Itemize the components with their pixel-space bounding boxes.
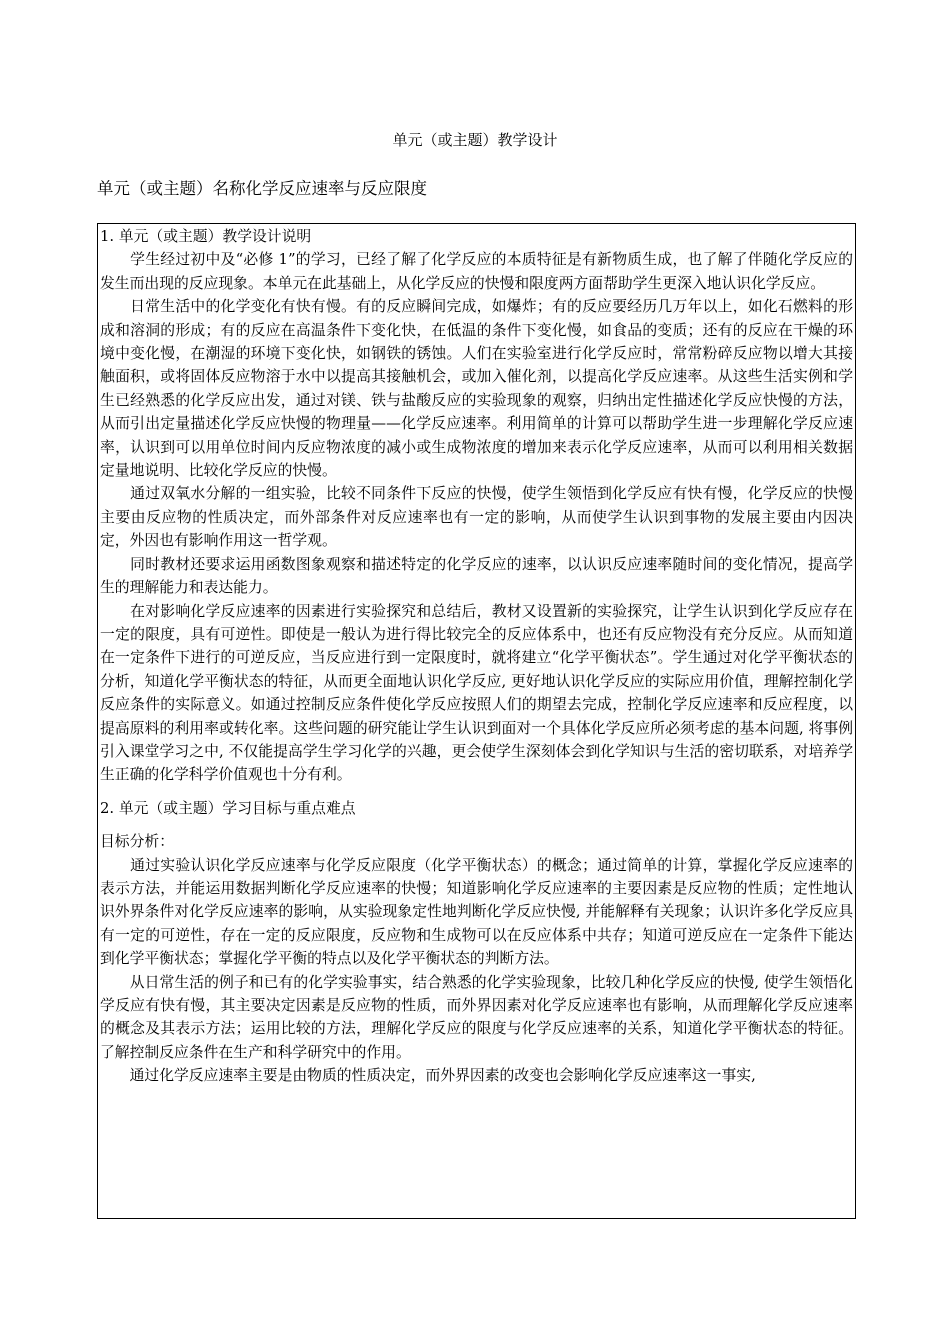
objective-analysis-label: 目标分析： xyxy=(100,833,174,851)
section-1-paragraph: 日常生活中的化学变化有快有慢。有的反应瞬间完成，如爆炸；有的反应要经历几万年以上，如化石燃料的形成和溶洞的形成；有的反应在高温条件下变化快，在低温的条件下变化慢，如食品的变质；还有的反应在干燥的环境中变化慢，在潮湿的环境下变化快，如钢铁的锈蚀。人们在实验室进行化学反应时，常常粉碎反应物以增大其接触面积，或将固体反应物溶于水中以提高其接触机会，或加入催化剂，以提高化学反应速率。从这些生活实例和学生已经熟悉的化学反应出发，通过对镁、铁与盐酸反应的实验现象的观察，归纳出定性描述化学反应快慢的方法，从而引出定量描述化学反应快慢的物理量——化学反应速率。利用简单的计算可以帮助学生进一步理解化学反应速率，认识到可以用单位时间内反应物浓度的减小或生成物浓度的增加来表示化学反应速率，从而可以利用相关数据定量地说明、比较化学反应的快慢。 xyxy=(100,298,853,480)
page-title: 单元（或主题）教学设计 xyxy=(392,131,558,149)
section-1-paragraph: 学生经过初中及“必修 1”的学习，已经了解了化学反应的本质特征是有新物质生成，也了解了伴随化学反应的发生而出现的反应现象。本单元在此基础上，从化学反应的快慢和限度两方面帮助学生更深入地认识化学反应。 xyxy=(100,251,853,292)
section-2-paragraph: 从日常生活的例子和已有的化学实验事实，结合熟悉的化学实验现象，比较几种化学反应的快慢, 使学生领悟化学反应有快有慢，其主要决定因素是反应物的性质，而外界因素对化学反应速率也有影响，从而理解化学反应速率的概念及其表示方法；运用比较的方法，理解化学反应的限度与化学反应速率的关系，知道化学平衡状态的特征。了解控制反应条件在生产和科学研究中的作用。 xyxy=(100,973,853,1061)
spacer xyxy=(100,820,853,829)
spacer xyxy=(100,787,853,796)
section-2-heading: 2. 单元（或主题）学习目标与重点难点 xyxy=(100,799,356,817)
section-1-heading: 1. 单元（或主题）教学设计说明 xyxy=(100,228,312,245)
section-1-paragraph: 通过双氧水分解的一组实验，比较不同条件下反应的快慢，使学生领悟到化学反应有快有慢，化学反应的快慢主要由反应物的性质决定，而外部条件对反应速率也有一定的影响，从而使学生认识到事物的发展主要由内因决定，外因也有影响作用这一哲学观。 xyxy=(100,485,853,550)
section-1-paragraph: 同时教材还要求运用函数图象观察和描述特定的化学反应的速率，以认识反应速率随时间的变化情况，提高学生的理解能力和表达能力。 xyxy=(100,555,853,597)
content-table-cell xyxy=(97,223,856,1219)
section-1-paragraph: 在对影响化学反应速率的因素进行实验探究和总结后，教材又设置新的实验探究，让学生认识到化学反应存在一定的限度，具有可逆性。即使是一般认为进行得比较完全的反应体系中，也还有反应物没有充分反应。从而知道在一定条件下进行的可逆反应，当反应进行到一定限度时，就将建立“化学平衡状态”。学生通过对化学平衡状态的分析，知道化学平衡状态的特征，从而更全面地认识化学反应, 更好地认识化学反应的实际应用价值，理解控制化学反应条件的实际意义。如通过控制反应条件使化学反应按照人们的期望去完成，控制化学反应速率和反应程度，以提高原料的利用率或转化率。这些问题的研究能让学生认识到面对一个具体化学反应所必须考虑的基本问题, 将事例引入课堂学习之中, 不仅能提高学生学习化学的兴趣，更会使学生深刻体会到化学知识与生活的密切联系，对培养学生正确的化学科学价值观也十分有利。 xyxy=(100,602,853,784)
section-2-paragraph: 通过化学反应速率主要是由物质的性质决定，而外界因素的改变也会影响化学反应速率这一事实, xyxy=(100,1067,756,1085)
section-2-paragraph: 通过实验认识化学反应速率与化学反应限度（化学平衡状态）的概念；通过简单的计算，掌握化学反应速率的表示方法，并能运用数据判断化学反应速率的快慢；知道影响化学反应速率的主要因素是反应物的性质；定性地认识外界条件对化学反应速率的影响，从实验现象定性地判断化学反应快慢, 并能解释有关现象；认识许多化学反应具有一定的可逆性，存在一定的反应限度，反应物和生成物可以在反应体系中共存；知道可逆反应在一定条件下能达到化学平衡状态；掌握化学平衡的特点以及化学平衡状态的判断方法。 xyxy=(100,856,853,968)
unit-name-line: 单元（或主题）名称化学反应速率与反应限度 xyxy=(97,179,427,198)
